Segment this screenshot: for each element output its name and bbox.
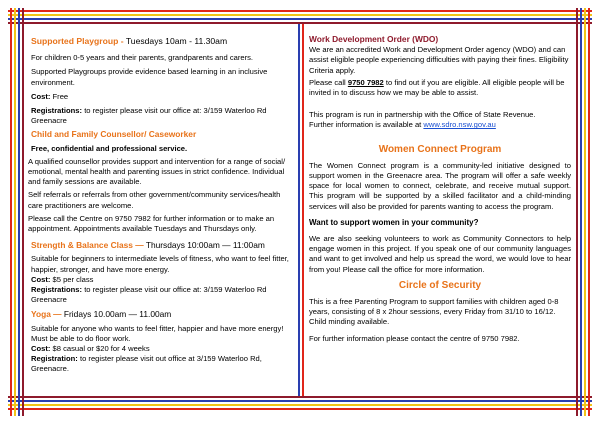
frame-right-maroon bbox=[576, 8, 578, 416]
yoga-reg-label: Registration: bbox=[31, 354, 78, 364]
playgroup-cost-value: Free bbox=[52, 91, 69, 101]
frame-top-red bbox=[8, 10, 592, 12]
circle-para: This is a free Parenting Program to support families with children aged 0-8 years, consisting of 8 x 2hour sessions, every Friday from 31/10 to 16/12. Child minding available. bbox=[309, 297, 559, 327]
wdo-info-pre: Further information is available at bbox=[309, 120, 422, 130]
right-column bbox=[309, 34, 571, 344]
frame-right-yellow bbox=[584, 8, 586, 416]
yoga-cost-value: $8 casual or $20 for 4 weeks bbox=[52, 344, 150, 354]
strength-title: Strength & Balance Class bbox=[31, 240, 133, 251]
frame-top-maroon bbox=[8, 22, 592, 24]
wdo-partner: This program is run in partnership with the Office of State Revenue. bbox=[309, 110, 536, 120]
frame-bottom-yellow bbox=[8, 404, 592, 406]
frame-bottom-blue bbox=[8, 400, 592, 402]
divider-red bbox=[302, 24, 304, 396]
frame-left-blue bbox=[18, 8, 20, 416]
strength-para: Suitable for beginners to intermediate levels of fitness, who want to feel fitter, happier, stronger, and have more energy. bbox=[31, 254, 289, 274]
counsellor-title: Child and Family Counsellor/ Caseworker bbox=[31, 129, 197, 140]
wdo-para1: We are an accredited Work and Development Order agency (WDO) and can assist eligible people experiencing difficulties with paying their fines. Eligibility Criteria apply. bbox=[309, 45, 569, 75]
playgroup-line2: Supported Playgroups provide evidence based learning in an inclusive environment. bbox=[31, 67, 268, 87]
women-para: The Women Connect program is a community-led initiative designed to support women in the Greenacre area. The program will offer a safe weekly space for local women to connect, celebrate, and receive mutual support. This program will be supported by a skilled facilitator and a child-minding services will also be provided for parents wanting to access the program. bbox=[309, 160, 571, 211]
frame-right-red bbox=[588, 8, 590, 416]
wdo-url-link[interactable]: www.sdro.nsw.gov.au bbox=[423, 120, 496, 130]
circle-title: Circle of Security bbox=[398, 279, 482, 291]
counsellor-para3: Please call the Centre on 9750 7982 for further information or to make an appointment. Appointments available Tuesdays and Thursdays only. bbox=[28, 213, 275, 234]
women-title: Women Connect Program bbox=[378, 143, 502, 155]
circle-contact: For further information please contact the centre of 9750 7982. bbox=[309, 333, 520, 343]
playgroup-line1: For children 0-5 years and their parents, grandparents and carers. bbox=[31, 53, 254, 63]
playgroup-reg-label: Registrations: bbox=[31, 106, 83, 116]
playgroup-time: Tuesdays 10am - 11.30am bbox=[125, 36, 228, 46]
frame-left-yellow bbox=[14, 8, 16, 416]
wdo-call-post: to find out if you are eligible. All eligible people will be invited in to discuss how we may be able to assist. bbox=[309, 77, 565, 98]
wdo-call-pre: Please call bbox=[309, 77, 346, 87]
women-question: Want to support women in your community? bbox=[309, 217, 479, 227]
strength-reg-label: Registrations: bbox=[31, 285, 83, 295]
strength-time: Thursdays 10:00am — 11:00am bbox=[145, 240, 265, 251]
wdo-phone: 9750 7982 bbox=[347, 77, 384, 87]
strength-reg-value: to register please visit our office at: 3/159 Waterloo Rd Greenacre bbox=[31, 285, 267, 305]
yoga-title: Yoga — bbox=[31, 309, 62, 320]
left-column bbox=[28, 36, 293, 375]
counsellor-para1: A qualified counsellor provides support and intervention for a range of social/ emotional, mental health and parenting issues in strict confidence. Individual and family sessions are available. bbox=[28, 156, 286, 187]
playgroup-title: Supported Playgroup - bbox=[31, 36, 124, 46]
yoga-cost-label: Cost: bbox=[31, 344, 51, 354]
frame-right-blue bbox=[580, 8, 582, 416]
frame-top-yellow bbox=[8, 14, 592, 16]
counsellor-para2: Self referrals or referrals from other government/community services/health care practitioners are welcome. bbox=[28, 190, 281, 210]
frame-top-blue bbox=[8, 18, 592, 20]
yoga-time: Fridays 10.00am — 11.00am bbox=[63, 309, 172, 320]
frame-left-maroon bbox=[22, 8, 24, 416]
strength-dash: — bbox=[135, 240, 144, 251]
frame-bottom-red bbox=[8, 408, 592, 410]
strength-cost-value: $5 per class bbox=[52, 274, 94, 284]
women-para2: We are also seeking volunteers to work as Community Connectors to help engage women in this project. If you speak one of our community languages and want to get involved and help us spread the word, we would love to hear from you! Please call the office for more information. bbox=[309, 234, 571, 274]
frame-bottom-maroon bbox=[8, 396, 592, 398]
playgroup-cost-label: Cost: bbox=[31, 91, 51, 101]
yoga-reg-value: to register please visit out office at 3/159 Waterloo Rd, Greenacre. bbox=[31, 354, 262, 374]
strength-cost-label: Cost: bbox=[31, 274, 51, 284]
frame-left-red bbox=[10, 8, 12, 416]
wdo-title: Work Development Order (WDO) bbox=[309, 34, 439, 44]
counsellor-subtitle: Free, confidential and professional service. bbox=[31, 143, 188, 153]
playgroup-reg-value: to register please visit our office at: 3/159 Waterloo Rd Greenacre bbox=[31, 106, 267, 126]
yoga-para: Suitable for anyone who wants to feel fitter, happier and have more energy! Must be able to do floor work. bbox=[31, 323, 284, 343]
divider-blue bbox=[298, 24, 300, 396]
